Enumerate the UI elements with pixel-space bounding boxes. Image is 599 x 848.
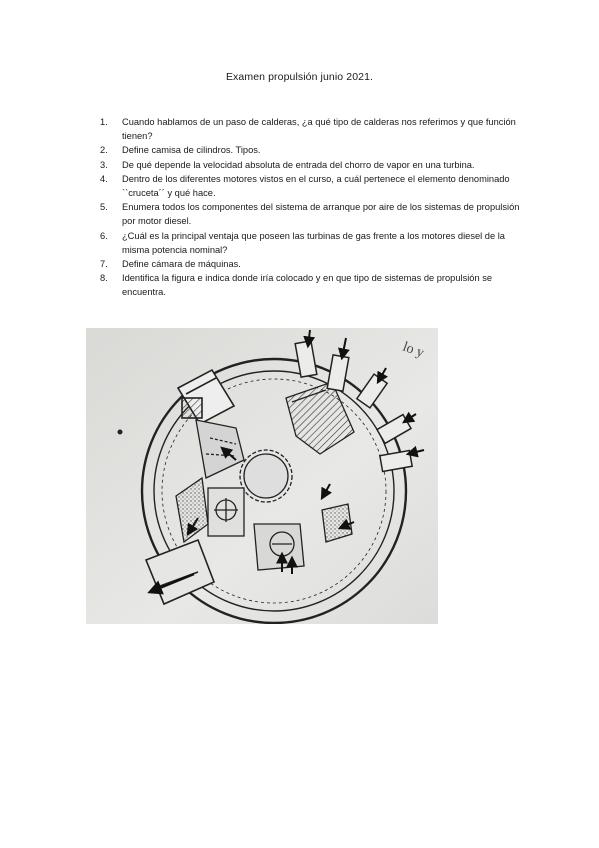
question-item	[100, 172, 520, 200]
question-list	[100, 115, 520, 300]
figure-corner-text: lo y	[400, 339, 426, 362]
question-item	[100, 143, 520, 157]
question-number: 5.	[100, 202, 108, 213]
question-number: 8.	[100, 273, 108, 284]
question-text: De qué depende la velocidad absoluta de entrada del chorro de vapor en una turbina.	[122, 159, 475, 170]
question-item	[100, 271, 520, 299]
question-text: Define camisa de cilindros. Tipos.	[122, 145, 261, 156]
question-text: Enumera todos los componentes del sistema de arranque por aire de los sistemas de propulsión por motor diesel.	[122, 202, 520, 227]
question-number: 6.	[100, 230, 108, 241]
exam-title: Examen propulsión junio 2021.	[225, 71, 374, 83]
question-item	[100, 115, 520, 143]
question-item	[100, 257, 520, 271]
boiler-diagram-photo	[86, 328, 438, 624]
question-text: Cuando hablamos de un paso de calderas, ¿a qué tipo de calderas nos referimos y que función tienen?	[122, 117, 516, 142]
question-text: ¿Cuál es la principal ventaja que poseen las turbinas de gas frente a los motores diesel de la misma potencia nominal?	[122, 230, 505, 255]
question-item	[100, 200, 520, 228]
question-number: 2.	[100, 145, 108, 156]
question-text: Define cámara de máquinas.	[122, 259, 241, 270]
question-number: 1.	[100, 117, 108, 127]
question-item	[100, 158, 520, 172]
question-text: Identifica la figura e indica donde iría colocado y en que tipo de sistemas de propulsión se encuentra.	[122, 273, 493, 298]
dust-speck	[118, 430, 123, 435]
question-number: 3.	[100, 159, 108, 170]
question-text: Dentro de los diferentes motores vistos en el curso, a cuál pertenece el elemento denominado ``cruceta´´ y qué hace.	[122, 173, 510, 199]
question-number: 4.	[100, 173, 108, 184]
question-item	[100, 229, 520, 257]
question-number: 7.	[100, 259, 108, 270]
